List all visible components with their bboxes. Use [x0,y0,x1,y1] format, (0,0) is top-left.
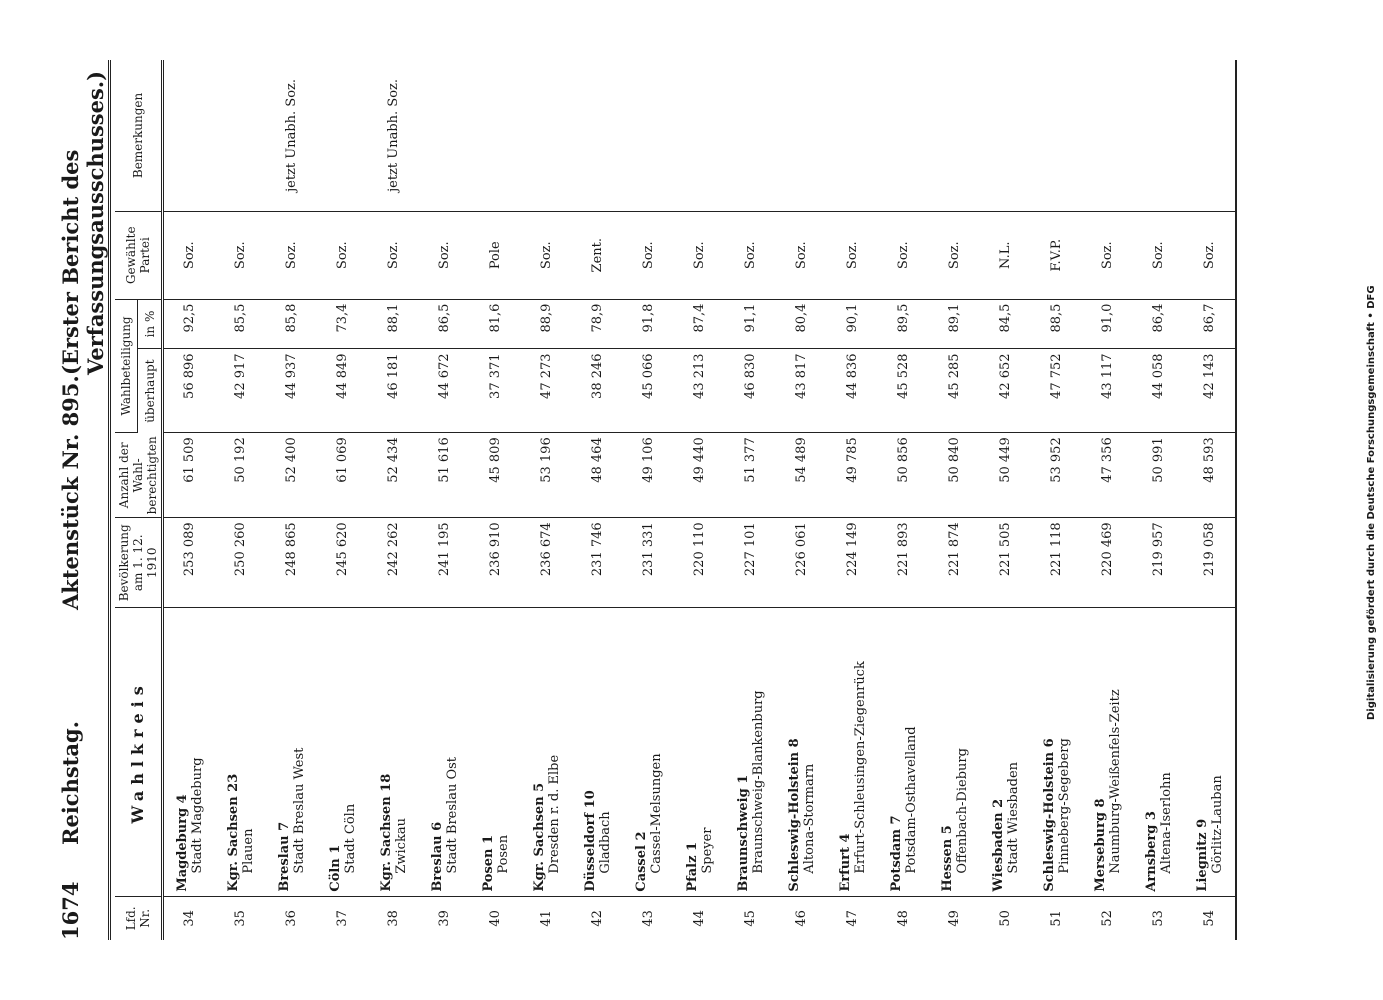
table-row [572,60,623,940]
wahlkreis-sub: Erfurt-Schleusingen-Ziegenrück [852,661,868,874]
cell-prozent: 85,5 [215,299,266,349]
cell-prozent: 91,1 [725,299,776,349]
wahlkreis-sub: Plauen [240,828,256,874]
cell-bemerkungen [521,60,572,211]
wahlkreis-name: Kgr. Sachsen 5 [531,782,547,892]
cell-prozent: 88,5 [1031,299,1082,349]
cell-partei: Soz. [776,211,827,299]
cell-nr: 36 [284,910,299,927]
cell-ueberhaupt: 43 117 [1082,349,1133,433]
wahlkreis-sub: Stadt Cöln [342,803,358,874]
cell-wahlberechtigte: 50 192 [215,433,266,518]
cell-ueberhaupt: 47 752 [1031,349,1082,433]
table-row [419,60,470,940]
cell-partei: Zent. [572,211,623,299]
cell-bemerkungen [215,60,266,211]
wahlkreis-name: Arnsberg 3 [1143,811,1159,892]
wahlkreis-sub: Cassel-Melsungen [648,753,664,874]
cell-wahlberechtigte: 49 785 [827,433,878,518]
cell-partei: N.L. [980,211,1031,299]
cell-bevoelkerung: 241 195 [419,518,470,608]
cell-partei: Soz. [317,211,368,299]
cell-prozent: 86,7 [1184,299,1236,349]
wahlkreis-sub: Potsdam-Osthavelland [903,726,919,874]
cell-nr: 37 [335,910,350,927]
cell-nr: 46 [794,910,809,927]
table-row [980,60,1031,940]
table-row [878,60,929,940]
cell-partei: F.V.P. [1031,211,1082,299]
cell-nr: 41 [539,910,554,927]
cell-wahlberechtigte: 53 196 [521,433,572,518]
cell-wahlkreis [1082,608,1133,896]
cell-ueberhaupt: 45 066 [623,349,674,433]
cell-ueberhaupt: 37 371 [470,349,521,433]
cell-wahlberechtigte: 51 616 [419,433,470,518]
cell-prozent: 73,4 [317,299,368,349]
cell-wahlkreis [827,608,878,896]
table-row [725,60,776,940]
cell-ueberhaupt: 45 528 [878,349,929,433]
cell-bemerkungen [317,60,368,211]
cell-ueberhaupt: 44 836 [827,349,878,433]
cell-wahlberechtigte: 48 464 [572,433,623,518]
wahlkreis-name: Cöln 1 [327,844,343,892]
cell-nr: 35 [233,910,248,927]
cell-partei: Soz. [623,211,674,299]
cell-partei: Soz. [929,211,980,299]
cell-prozent: 91,8 [623,299,674,349]
top-rule [108,60,111,940]
col-nr: Lfd. Nr. [115,896,163,940]
wahlkreis-name: Breslau 7 [276,821,292,892]
cell-wahlkreis [215,608,266,896]
col-ueberhaupt: überhaupt [138,349,163,433]
cell-wahlkreis [1031,608,1082,896]
cell-wahlkreis [266,608,317,896]
wahlkreis-name: Merseburg 8 [1092,798,1108,892]
cell-ueberhaupt: 46 830 [725,349,776,433]
cell-ueberhaupt: 44 937 [266,349,317,433]
wahlkreis-sub: Braunschweig-Blankenburg [750,690,766,874]
cell-prozent: 89,1 [929,299,980,349]
cell-nr: 42 [590,910,605,927]
cell-bevoelkerung: 221 505 [980,518,1031,608]
cell-partei: Pole [470,211,521,299]
table-row [827,60,878,940]
wahlkreis-sub: Offenbach-Dieburg [954,748,970,874]
cell-wahlkreis [674,608,725,896]
cell-bevoelkerung: 221 893 [878,518,929,608]
cell-prozent: 84,5 [980,299,1031,349]
cell-bevoelkerung: 231 746 [572,518,623,608]
wahlkreis-sub: Speyer [699,827,715,874]
cell-bemerkungen [623,60,674,211]
cell-wahlkreis [163,608,216,896]
cell-bemerkungen [1031,60,1082,211]
cell-bevoelkerung: 245 620 [317,518,368,608]
cell-partei: Soz. [1133,211,1184,299]
cell-prozent: 88,9 [521,299,572,349]
wahlkreis-name: Kgr. Sachsen 23 [225,773,241,892]
cell-nr: 49 [947,910,962,927]
table-row [623,60,674,940]
wahlkreis-name: Breslau 6 [429,821,445,892]
cell-nr: 40 [488,910,503,927]
cell-prozent: 88,1 [368,299,419,349]
cell-wahlberechtigte: 49 106 [623,433,674,518]
cell-prozent: 86,5 [419,299,470,349]
cell-nr: 45 [743,910,758,927]
cell-wahlberechtigte: 52 434 [368,433,419,518]
cell-bevoelkerung: 227 101 [725,518,776,608]
table-row [163,60,216,940]
wahlkreis-name: Braunschweig 1 [735,774,751,892]
wahlkreis-name: Wiesbaden 2 [990,798,1006,892]
col-bevoelkerung: Bevölkerung am 1. 12. 1910 [115,518,163,608]
cell-partei: Soz. [725,211,776,299]
cell-bevoelkerung: 224 149 [827,518,878,608]
col-prozent: in % [138,299,163,349]
wahlkreis-sub: Stadt Magdeburg [189,757,205,874]
col-wahlkreis: Wahlkreis [115,608,163,896]
wahlkreis-sub: Stadt Breslau Ost [444,756,460,874]
cell-bevoelkerung: 248 865 [266,518,317,608]
cell-partei: Soz. [1184,211,1236,299]
cell-bevoelkerung: 221 874 [929,518,980,608]
cell-wahlberechtigte: 52 400 [266,433,317,518]
cell-bemerkungen [776,60,827,211]
cell-wahlberechtigte: 61 069 [317,433,368,518]
cell-prozent: 87,4 [674,299,725,349]
cell-bemerkungen [163,60,216,211]
cell-wahlberechtigte: 50 856 [878,433,929,518]
wahlkreis-sub: Zwickau [393,818,409,874]
table-row [1031,60,1082,940]
header-title: Reichstag. [58,721,83,845]
cell-nr: 48 [896,910,911,927]
table-row [368,60,419,940]
cell-bemerkungen [929,60,980,211]
cell-prozent: 85,8 [266,299,317,349]
cell-wahlberechtigte: 54 489 [776,433,827,518]
wahlkreis-sub: Posen [495,834,511,874]
cell-bevoelkerung: 242 262 [368,518,419,608]
cell-nr: 44 [692,910,707,927]
cell-bemerkungen [572,60,623,211]
cell-nr: 52 [1100,910,1115,927]
table-row [929,60,980,940]
wahlkreis-sub: Altena-Iserlohn [1158,772,1174,874]
cell-prozent: 81,6 [470,299,521,349]
table-row [470,60,521,940]
table-row [266,60,317,940]
cell-wahlkreis [470,608,521,896]
table-row [215,60,266,940]
cell-bemerkungen [419,60,470,211]
cell-nr: 34 [182,910,197,927]
cell-ueberhaupt: 44 849 [317,349,368,433]
cell-bemerkungen [470,60,521,211]
cell-partei: Soz. [827,211,878,299]
cell-bemerkungen [980,60,1031,211]
cell-wahlkreis [317,608,368,896]
table-row [776,60,827,940]
cell-nr: 47 [845,910,860,927]
wahlkreis-sub: Stadt Breslau West [291,747,307,874]
cell-bemerkungen [1082,60,1133,211]
wahlkreis-sub: Görlitz-Lauban [1209,775,1225,874]
wahlkreis-name: Magdeburg 4 [174,794,190,892]
header-bericht: (Erster Bericht des Verfassungsausschusses.) [58,70,108,375]
cell-partei: Soz. [1082,211,1133,299]
cell-wahlkreis [1184,608,1236,896]
cell-bevoelkerung: 219 058 [1184,518,1236,608]
cell-bemerkungen [1133,60,1184,211]
cell-ueberhaupt: 47 273 [521,349,572,433]
cell-wahlberechtigte: 45 809 [470,433,521,518]
cell-wahlkreis [776,608,827,896]
table-row [317,60,368,940]
cell-wahlkreis [878,608,929,896]
cell-nr: 38 [386,910,401,927]
cell-ueberhaupt: 43 213 [674,349,725,433]
table-row [674,60,725,940]
wahlkreis-sub: Gladbach [597,811,613,874]
wahlkreis-sub: Stadt Wiesbaden [1005,761,1021,874]
col-wahlbeteiligung: Wahlbeteiligung [115,299,138,433]
cell-bevoelkerung: 253 089 [163,518,216,608]
cell-nr: 54 [1184,896,1236,940]
wahlkreis-name: Erfurt 4 [837,833,853,892]
page-header [58,60,108,940]
cell-wahlberechtigte: 53 952 [1031,433,1082,518]
cell-wahlkreis [368,608,419,896]
cell-prozent: 78,9 [572,299,623,349]
wahlkreis-sub: Naumburg-Weißenfels-Zeitz [1107,689,1123,874]
cell-ueberhaupt: 42 652 [980,349,1031,433]
cell-partei: Soz. [266,211,317,299]
table-row [521,60,572,940]
election-table [115,60,1237,940]
table-row [1184,60,1236,940]
wahlkreis-sub: Dresden r. d. Elbe [546,754,562,874]
cell-wahlkreis [725,608,776,896]
cell-wahlberechtigte: 61 509 [163,433,216,518]
cell-wahlkreis [1133,608,1184,896]
col-bemerkungen: Bemerkungen [115,60,163,211]
cell-ueberhaupt: 45 285 [929,349,980,433]
wahlkreis-name: Hessen 5 [939,825,955,892]
cell-bemerkungen: jetzt Unabh. Soz. [266,60,317,211]
cell-nr: 50 [998,910,1013,927]
cell-bevoelkerung: 220 110 [674,518,725,608]
cell-partei: Soz. [215,211,266,299]
cell-prozent: 86,4 [1133,299,1184,349]
cell-ueberhaupt: 56 896 [163,349,216,433]
cell-bemerkungen [878,60,929,211]
cell-wahlkreis [419,608,470,896]
cell-wahlkreis [980,608,1031,896]
cell-ueberhaupt: 38 246 [572,349,623,433]
header-aktenstueck: Aktenstück Nr. 895. [58,375,83,610]
cell-bevoelkerung: 226 061 [776,518,827,608]
cell-prozent: 89,5 [878,299,929,349]
cell-nr: 51 [1049,910,1064,927]
cell-prozent: 90,1 [827,299,878,349]
dfg-note: Digitalisierung gefördert durch die Deutsche Forschungsgemeinschaft • DFG [1366,285,1377,720]
col-wahlberechtigte: Anzahl der Wahl-berechtigten [115,433,163,518]
cell-nr: 53 [1151,910,1166,927]
cell-bevoelkerung: 236 910 [470,518,521,608]
cell-prozent: 91,0 [1082,299,1133,349]
cell-partei: Soz. [163,211,216,299]
cell-partei: Soz. [368,211,419,299]
cell-wahlberechtigte: 51 377 [725,433,776,518]
wahlkreis-sub: Altona-Stormarn [801,763,817,874]
cell-wahlberechtigte: 49 440 [674,433,725,518]
cell-wahlberechtigte: 48 593 [1184,433,1236,518]
wahlkreis-name: Pfalz 1 [684,841,700,892]
cell-partei: Soz. [674,211,725,299]
wahlkreis-name: Posen 1 [480,834,496,892]
table-row [1082,60,1133,940]
cell-wahlkreis [623,608,674,896]
cell-prozent: 80,4 [776,299,827,349]
cell-wahlberechtigte: 47 356 [1082,433,1133,518]
cell-wahlkreis [572,608,623,896]
cell-nr: 39 [437,910,452,927]
cell-wahlberechtigte: 50 449 [980,433,1031,518]
cell-ueberhaupt: 43 817 [776,349,827,433]
cell-bevoelkerung: 219 957 [1133,518,1184,608]
cell-ueberhaupt: 42 143 [1184,349,1236,433]
cell-bevoelkerung: 250 260 [215,518,266,608]
wahlkreis-name: Kgr. Sachsen 18 [378,773,394,892]
cell-bemerkungen [725,60,776,211]
cell-partei: Soz. [419,211,470,299]
cell-bemerkungen: jetzt Unabh. Soz. [368,60,419,211]
cell-wahlberechtigte: 50 840 [929,433,980,518]
cell-bemerkungen [674,60,725,211]
col-partei: Gewählte Partei [115,211,163,299]
cell-prozent: 92,5 [163,299,216,349]
cell-bevoelkerung: 220 469 [1082,518,1133,608]
wahlkreis-sub: Pinneberg-Segeberg [1056,738,1072,874]
cell-partei: Soz. [878,211,929,299]
cell-wahlberechtigte: 50 991 [1133,433,1184,518]
wahlkreis-name: Liegnitz 9 [1194,818,1210,892]
page-number: 1674 [58,881,83,940]
cell-ueberhaupt: 42 917 [215,349,266,433]
cell-wahlkreis [521,608,572,896]
wahlkreis-name: Cassel 2 [633,831,649,892]
table-row [1133,60,1184,940]
wahlkreis-name: Düsseldorf 10 [582,790,598,892]
cell-bemerkungen [827,60,878,211]
wahlkreis-name: Potsdam 7 [888,815,904,892]
cell-bemerkungen [1184,60,1236,211]
cell-bevoelkerung: 236 674 [521,518,572,608]
cell-partei: Soz. [521,211,572,299]
cell-nr: 43 [641,910,656,927]
cell-ueberhaupt: 46 181 [368,349,419,433]
cell-bevoelkerung: 231 331 [623,518,674,608]
cell-ueberhaupt: 44 058 [1133,349,1184,433]
wahlkreis-name: Schleswig-Holstein 8 [786,738,802,892]
wahlkreis-name: Schleswig-Holstein 6 [1041,738,1057,892]
cell-bevoelkerung: 221 118 [1031,518,1082,608]
cell-ueberhaupt: 44 672 [419,349,470,433]
cell-wahlkreis [929,608,980,896]
